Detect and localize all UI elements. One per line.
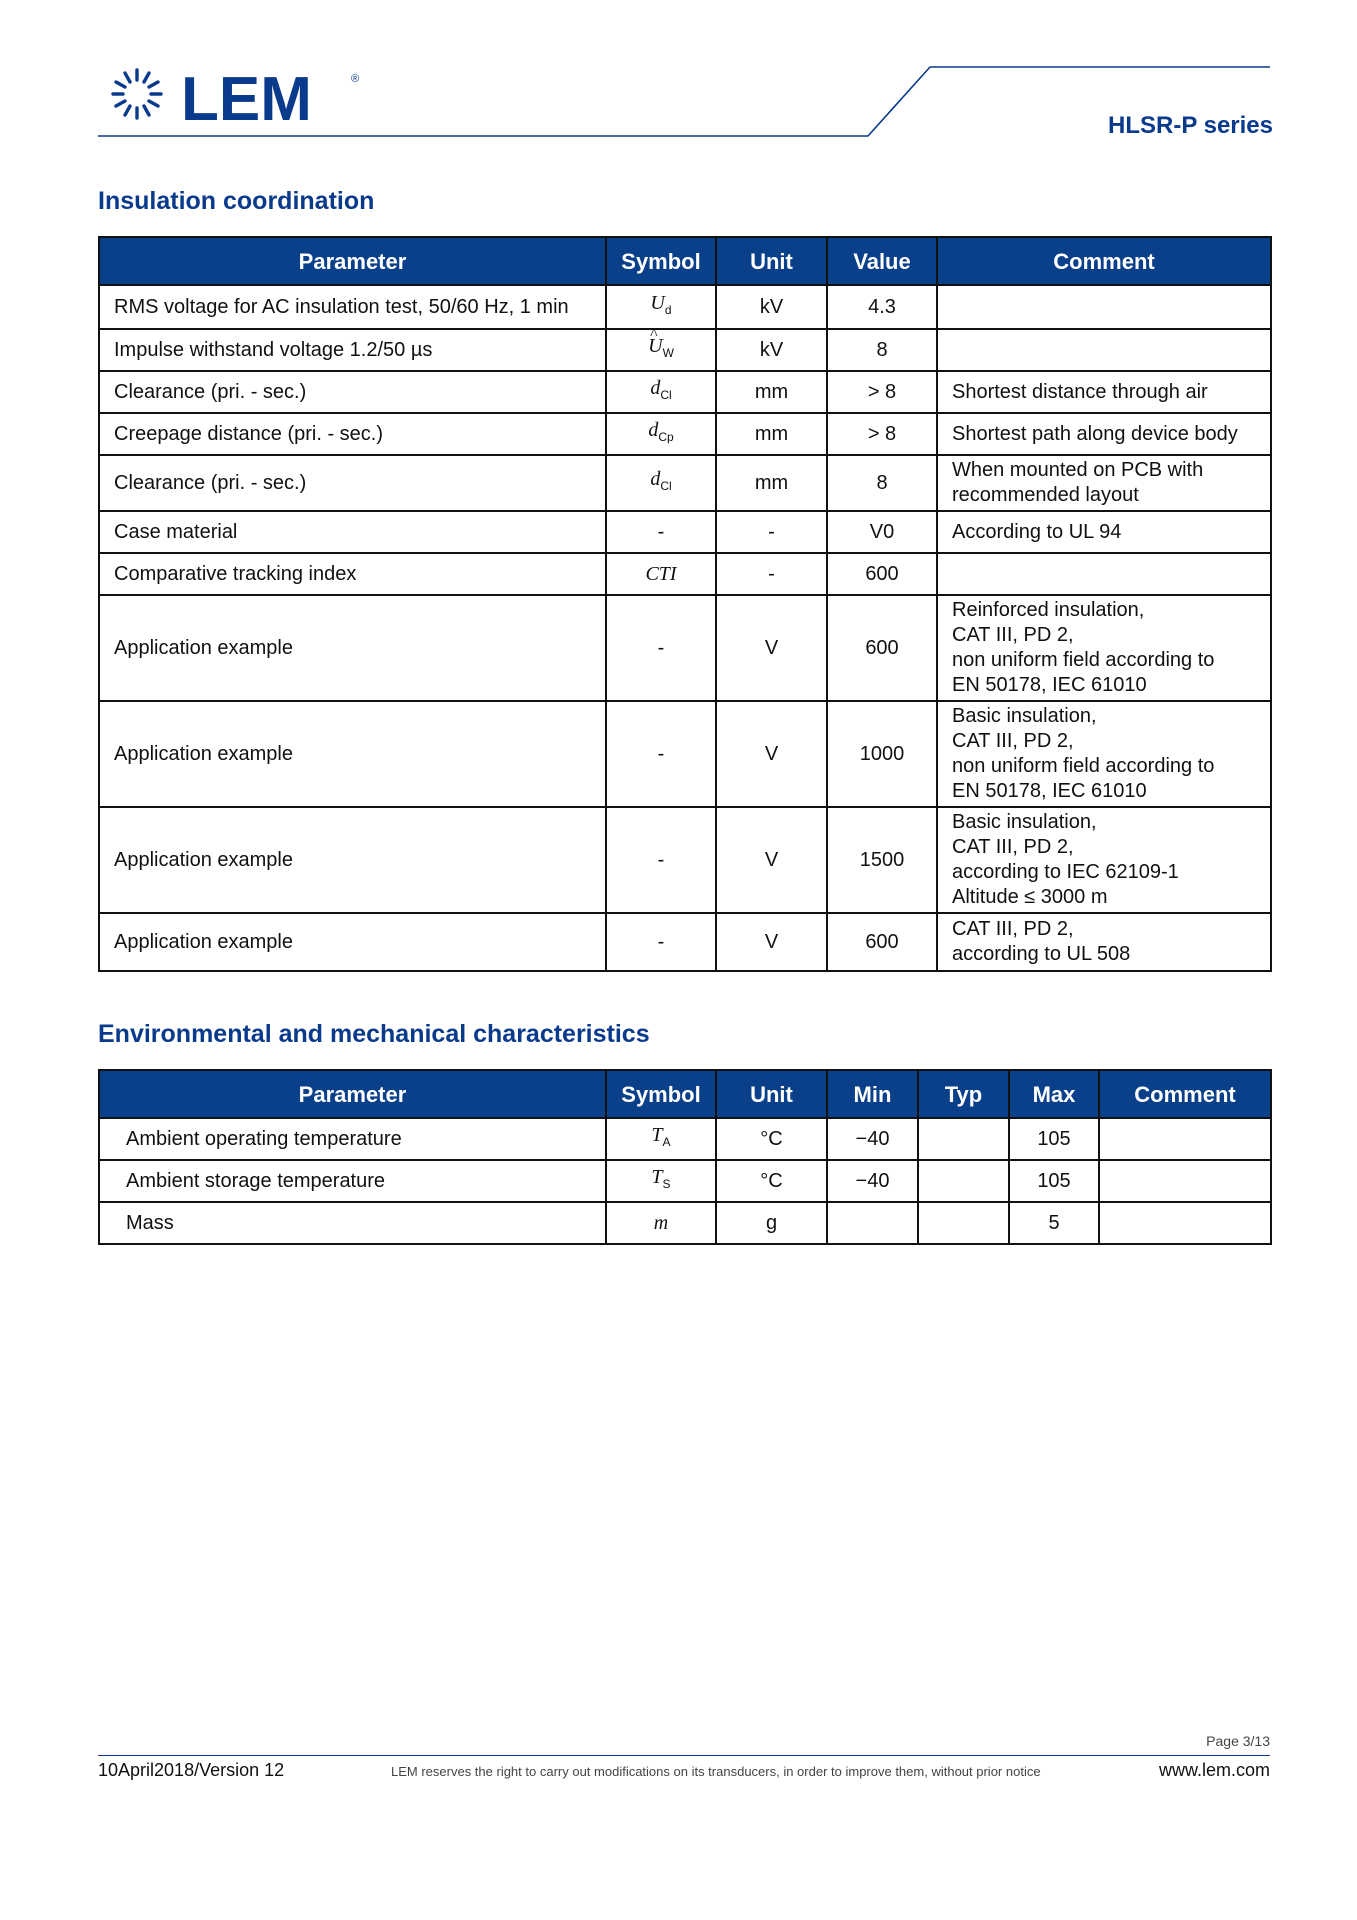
symbol-cell bbox=[606, 371, 716, 413]
value-cell: V0 bbox=[827, 511, 937, 553]
typ-cell bbox=[918, 1202, 1009, 1244]
symbol-sub: Cl bbox=[660, 388, 672, 402]
value-cell: 600 bbox=[827, 553, 937, 595]
table-row bbox=[99, 329, 1271, 371]
unit-cell: g bbox=[716, 1202, 827, 1244]
series-title: HLSR-P series bbox=[1108, 112, 1273, 139]
col-comment: Comment bbox=[937, 237, 1271, 285]
col-value: Value bbox=[827, 237, 937, 285]
col-unit: Unit bbox=[716, 1070, 827, 1118]
comment-line: CAT III, PD 2, bbox=[952, 918, 1074, 940]
unit-cell: V bbox=[716, 807, 827, 913]
parameter-cell: Application example bbox=[99, 807, 606, 913]
table-row bbox=[99, 1202, 1271, 1244]
value-cell: 8 bbox=[827, 329, 937, 371]
min-cell bbox=[827, 1202, 918, 1244]
parameter-cell: Application example bbox=[99, 595, 606, 701]
comment-line: CAT III, PD 2, bbox=[952, 836, 1074, 858]
symbol-main: - bbox=[657, 520, 665, 543]
symbol-main: - bbox=[657, 930, 665, 953]
symbol-sub: W bbox=[662, 346, 674, 360]
comment-line: non uniform field according to bbox=[952, 755, 1215, 777]
symbol-cell bbox=[606, 1160, 716, 1202]
table-row bbox=[99, 807, 1271, 913]
parameter-cell: Clearance (pri. - sec.) bbox=[99, 371, 606, 413]
unit-cell: - bbox=[716, 553, 827, 595]
comment-cell bbox=[937, 701, 1271, 807]
typ-cell bbox=[918, 1160, 1009, 1202]
symbol-main: U bbox=[648, 335, 663, 357]
unit-cell: kV bbox=[716, 329, 827, 371]
environmental-title: Environmental and mechanical characteristics bbox=[98, 1020, 650, 1048]
table-row bbox=[99, 701, 1271, 807]
comment-line: CAT III, PD 2, bbox=[952, 624, 1074, 646]
symbol-main: T bbox=[651, 1124, 663, 1146]
table-row bbox=[99, 285, 1271, 329]
logo-text: LEM bbox=[181, 65, 312, 134]
table-row bbox=[99, 1160, 1271, 1202]
col-symbol: Symbol bbox=[606, 237, 716, 285]
symbol-main: d bbox=[650, 468, 661, 490]
comment-cell bbox=[937, 807, 1271, 913]
symbol-sub: Cl bbox=[660, 479, 672, 493]
symbol-main: - bbox=[657, 636, 665, 659]
symbol-sub: A bbox=[662, 1135, 671, 1149]
symbol-cell bbox=[606, 1202, 716, 1244]
unit-cell: V bbox=[716, 595, 827, 701]
col-comment: Comment bbox=[1099, 1070, 1271, 1118]
insulation-header-row bbox=[99, 237, 1271, 285]
max-cell: 5 bbox=[1009, 1202, 1099, 1244]
comment-cell bbox=[1099, 1118, 1271, 1160]
symbol-cell bbox=[606, 329, 716, 371]
table-row bbox=[99, 1118, 1271, 1160]
comment-line: Basic insulation, bbox=[952, 705, 1097, 727]
svg-text:®: ® bbox=[351, 73, 360, 85]
symbol-cell bbox=[606, 595, 716, 701]
insulation-table bbox=[98, 236, 1272, 972]
table-row bbox=[99, 595, 1271, 701]
symbol-main: CTI bbox=[645, 562, 677, 585]
comment-line: Reinforced insulation, bbox=[952, 599, 1145, 621]
table-row bbox=[99, 913, 1271, 971]
value-cell: > 8 bbox=[827, 371, 937, 413]
comment-cell bbox=[937, 455, 1271, 511]
comment-line: Shortest distance through air bbox=[952, 380, 1208, 403]
symbol-cell bbox=[606, 913, 716, 971]
sunburst-icon bbox=[113, 70, 161, 118]
symbol-main: - bbox=[657, 742, 665, 765]
comment-line: EN 50178, IEC 61010 bbox=[952, 780, 1147, 802]
min-cell: −40 bbox=[827, 1160, 918, 1202]
col-parameter: Parameter bbox=[99, 237, 606, 285]
parameter-cell: Application example bbox=[99, 913, 606, 971]
symbol-main: d bbox=[650, 377, 661, 399]
symbol-cell bbox=[606, 455, 716, 511]
max-cell: 105 bbox=[1009, 1160, 1099, 1202]
comment-cell bbox=[937, 913, 1271, 971]
comment-cell bbox=[937, 371, 1271, 413]
unit-cell: V bbox=[716, 913, 827, 971]
comment-line: according to IEC 62109-1 bbox=[952, 861, 1179, 883]
environmental-table bbox=[98, 1069, 1272, 1245]
environmental-header-row bbox=[99, 1070, 1271, 1118]
symbol-main: m bbox=[653, 1211, 669, 1234]
unit-cell: V bbox=[716, 701, 827, 807]
typ-cell bbox=[918, 1118, 1009, 1160]
symbol-cell bbox=[606, 511, 716, 553]
comment-line: non uniform field according to bbox=[952, 649, 1215, 671]
parameter-cell: Mass bbox=[99, 1202, 606, 1244]
table-row bbox=[99, 553, 1271, 595]
value-cell: 8 bbox=[827, 455, 937, 511]
table-row bbox=[99, 371, 1271, 413]
unit-cell: °C bbox=[716, 1118, 827, 1160]
symbol-cell bbox=[606, 553, 716, 595]
comment-cell bbox=[937, 511, 1271, 553]
parameter-cell: Creepage distance (pri. - sec.) bbox=[99, 413, 606, 455]
parameter-cell: Clearance (pri. - sec.) bbox=[99, 455, 606, 511]
parameter-cell: Comparative tracking index bbox=[99, 553, 606, 595]
unit-cell: mm bbox=[716, 371, 827, 413]
symbol-sub: d bbox=[664, 303, 672, 317]
max-cell: 105 bbox=[1009, 1118, 1099, 1160]
comment-cell bbox=[1099, 1202, 1271, 1244]
symbol-cell bbox=[606, 807, 716, 913]
col-parameter: Parameter bbox=[99, 1070, 606, 1118]
comment-line: recommended layout bbox=[952, 484, 1139, 506]
comment-line: According to UL 94 bbox=[952, 520, 1122, 543]
col-max: Max bbox=[1009, 1070, 1099, 1118]
min-cell: −40 bbox=[827, 1118, 918, 1160]
parameter-cell: Ambient operating temperature bbox=[99, 1118, 606, 1160]
col-typ: Typ bbox=[918, 1070, 1009, 1118]
comment-cell bbox=[937, 413, 1271, 455]
footer-rule bbox=[98, 1755, 1270, 1756]
footer-notice: LEM reserves the right to carry out modifications on its transducers, in order to improve them, without prior notice bbox=[391, 1764, 1041, 1779]
comment-line: Altitude ≤ 3000 m bbox=[952, 886, 1108, 908]
comment-cell bbox=[937, 553, 1271, 595]
parameter-cell: Case material bbox=[99, 511, 606, 553]
unit-cell: mm bbox=[716, 455, 827, 511]
footer-date-version: 10April2018/Version 12 bbox=[98, 1760, 285, 1780]
table-row bbox=[99, 413, 1271, 455]
unit-cell: mm bbox=[716, 413, 827, 455]
symbol-main: T bbox=[651, 1166, 663, 1188]
footer-url: www.lem.com bbox=[1158, 1760, 1270, 1780]
parameter-cell: RMS voltage for AC insulation test, 50/60 Hz, 1 min bbox=[99, 285, 606, 329]
value-cell: 1500 bbox=[827, 807, 937, 913]
table-row bbox=[99, 455, 1271, 511]
unit-cell: °C bbox=[716, 1160, 827, 1202]
symbol-cell bbox=[606, 413, 716, 455]
symbol-main: U bbox=[650, 292, 665, 314]
value-cell: 600 bbox=[827, 595, 937, 701]
value-cell: > 8 bbox=[827, 413, 937, 455]
comment-cell bbox=[1099, 1160, 1271, 1202]
col-symbol: Symbol bbox=[606, 1070, 716, 1118]
symbol-main: d bbox=[648, 419, 659, 441]
comment-cell bbox=[937, 595, 1271, 701]
symbol-sub: Cp bbox=[658, 430, 674, 444]
parameter-cell: Application example bbox=[99, 701, 606, 807]
comment-line: CAT III, PD 2, bbox=[952, 730, 1074, 752]
unit-cell: - bbox=[716, 511, 827, 553]
symbol-cell bbox=[606, 1118, 716, 1160]
symbol-sub: S bbox=[662, 1177, 671, 1191]
insulation-title: Insulation coordination bbox=[98, 187, 375, 215]
parameter-cell: Impulse withstand voltage 1.2/50 µs bbox=[99, 329, 606, 371]
comment-line: Shortest path along device body bbox=[952, 422, 1238, 445]
value-cell: 4.3 bbox=[827, 285, 937, 329]
comment-line: according to UL 508 bbox=[952, 943, 1131, 965]
value-cell: 1000 bbox=[827, 701, 937, 807]
comment-cell bbox=[937, 329, 1271, 371]
col-min: Min bbox=[827, 1070, 918, 1118]
value-cell: 600 bbox=[827, 913, 937, 971]
symbol-cell bbox=[606, 701, 716, 807]
col-unit: Unit bbox=[716, 237, 827, 285]
comment-line: EN 50178, IEC 61010 bbox=[952, 674, 1147, 696]
comment-line: When mounted on PCB with bbox=[952, 459, 1204, 481]
symbol-main: - bbox=[657, 848, 665, 871]
lem-logo bbox=[103, 62, 363, 139]
table-row bbox=[99, 511, 1271, 553]
symbol-cell bbox=[606, 285, 716, 329]
page-number: Page 3/13 bbox=[1206, 1733, 1270, 1749]
parameter-cell: Ambient storage temperature bbox=[99, 1160, 606, 1202]
comment-line: Basic insulation, bbox=[952, 811, 1097, 833]
unit-cell: kV bbox=[716, 285, 827, 329]
comment-cell bbox=[937, 285, 1271, 329]
